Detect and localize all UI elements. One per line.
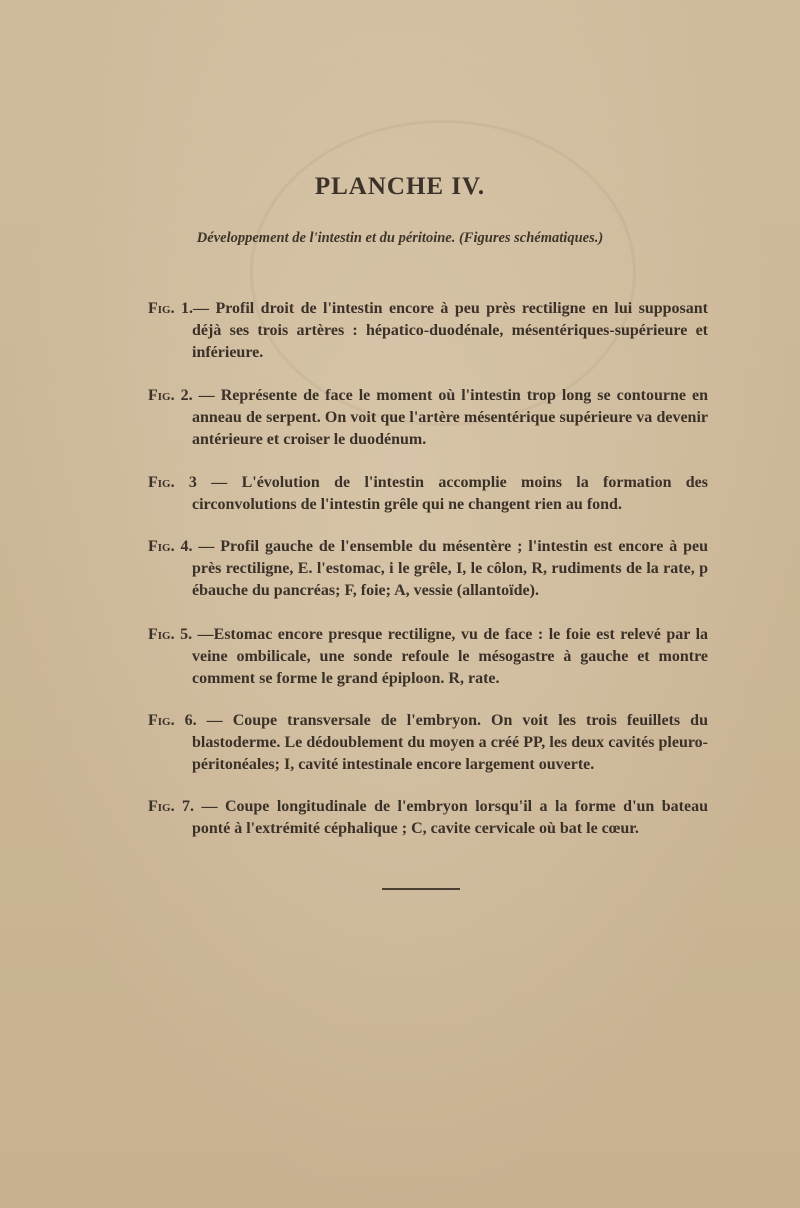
figure-text: — Profil gauche de l'ensemble du mésentère ; l'intestin est encore à peu près rectiligne, E. l'estomac, i le grêle, I, le côlon, R, rudiments de la rate, p ébauche du pancréas; F, foie; A, vessie (allantoïde). — [192, 538, 708, 599]
figure-caption-5 — [148, 624, 708, 690]
figure-caption-1 — [148, 298, 708, 364]
closing-rule — [382, 888, 460, 890]
page-subtitle: Développement de l'intestin et du péritoine. (Figures schématiques.) — [196, 230, 604, 246]
figure-text: — Représente de face le moment où l'intestin trop long se contourne en anneau de serpent. On voit que l'artère mésentérique supérieure va devenir antérieure et croiser le duodénum. — [192, 387, 708, 448]
figure-label: Fig. 1. — [148, 300, 194, 317]
figure-text: — L'évolution de l'intestin accomplie moins la formation des circonvolutions de l'intestin grêle qui ne changent rien au fond. — [192, 474, 709, 513]
figure-label: Fig. 6. — [148, 712, 197, 729]
figure-label: Fig. 4. — [148, 538, 193, 555]
figure-label: Fig. 2. — [148, 387, 193, 404]
figure-text: —Estomac encore presque rectiligne, vu de face : le foie est relevé par la veine ombilicale, une sonde refoule le mésogastre à gauche et montre comment se forme le grand épiploon. R, rate. — [192, 626, 709, 687]
figure-caption-3 — [148, 472, 708, 516]
figure-caption-6 — [148, 710, 708, 776]
figure-label: Fig. 7. — [148, 798, 195, 815]
figure-caption-4 — [148, 536, 708, 602]
figure-caption-2 — [148, 385, 708, 451]
bleed-through-mark — [250, 120, 636, 426]
figure-text: — Profil droit de l'intestin encore à peu près rectiligne en lui supposant déjà ses trois artères : hépatico-duodénale, mésentériques-supérieure et inférieure. — [192, 300, 708, 361]
figure-text: — Coupe longitudinale de l'embryon lorsqu'il a la forme d'un bateau ponté à l'extrémité céphalique ; C, cavite cervicale où bat le cœur. — [192, 798, 708, 837]
figure-label: Fig. 3 — [148, 474, 197, 491]
page-title: PLANCHE IV. — [314, 173, 486, 200]
figure-label: Fig. 5. — [148, 626, 193, 643]
figure-caption-7 — [148, 796, 708, 840]
figure-text: — Coupe transversale de l'embryon. On voit les trois feuillets du blastoderme. Le dédoublement du moyen a créé PP, les deux cavités pleuro-péritonéales; I, cavité intestinale encore largement ouverte. — [192, 712, 708, 773]
